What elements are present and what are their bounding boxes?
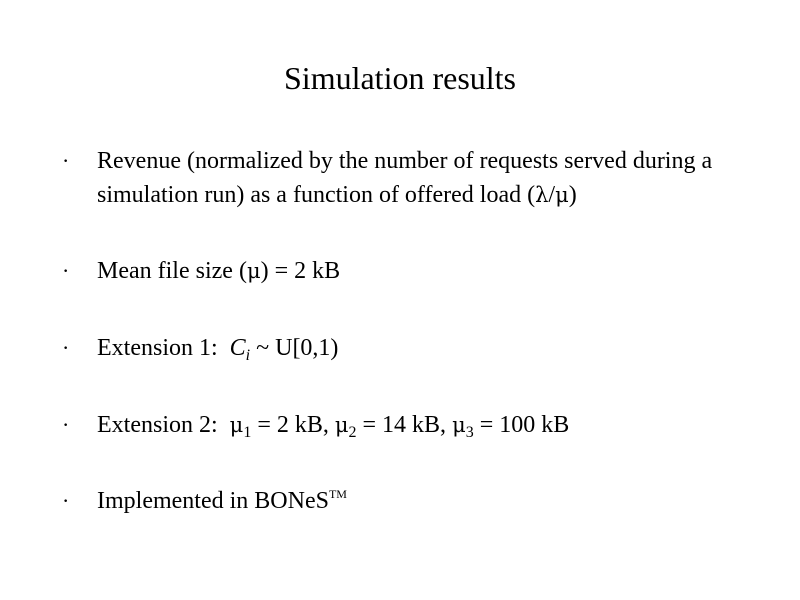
bullet-mark: ·: [62, 488, 70, 513]
bullet-text: [97, 408, 737, 442]
bullet-ext1-pre: Extension 1:: [97, 335, 230, 361]
bullet-mark: ·: [62, 412, 70, 437]
bullet-ext1-post: ~ U[0,1): [250, 335, 339, 361]
i-subscript: i: [245, 347, 251, 364]
subscript-2: 2: [348, 424, 357, 441]
c-symbol: C: [229, 335, 246, 361]
bullet-mark: ·: [62, 148, 70, 173]
mu-symbol: μ: [555, 183, 569, 207]
bullet-text: [97, 484, 737, 518]
bullet-mean-pre: Mean file size (: [97, 258, 247, 284]
mu-symbol: μ: [229, 413, 244, 437]
slide-title: Simulation results: [284, 60, 516, 96]
trademark-symbol: TM: [328, 487, 347, 501]
bullet-text: [97, 331, 737, 365]
mu-symbol: μ: [452, 413, 466, 437]
ext2-part2: = 14 kB,: [356, 412, 453, 438]
bullet-impl-pre: Implemented in BONeS: [97, 488, 329, 514]
bullet-mark: ·: [62, 335, 70, 360]
close-paren: ): [568, 182, 577, 208]
mu-symbol: μ: [334, 413, 349, 437]
lambda-symbol: λ: [535, 183, 549, 207]
bullet-text: [97, 144, 737, 212]
bullet-revenue-text: Revenue (normalized by the number of requests served during a simulation run) as a function of offered load (: [97, 148, 713, 208]
ext2-part3: = 100 kB: [473, 412, 570, 438]
subscript-3: 3: [465, 424, 474, 441]
bullet-mark: ·: [62, 258, 70, 283]
bullet-mean-post: ) = 2 kB: [260, 258, 341, 284]
ext2-part1: = 2 kB,: [251, 412, 335, 438]
bullet-text: [97, 254, 737, 288]
bullet-ext2-pre: Extension 2:: [97, 412, 230, 438]
mu-symbol: μ: [246, 259, 261, 283]
subscript-1: 1: [243, 424, 252, 441]
slash: /: [548, 182, 556, 208]
